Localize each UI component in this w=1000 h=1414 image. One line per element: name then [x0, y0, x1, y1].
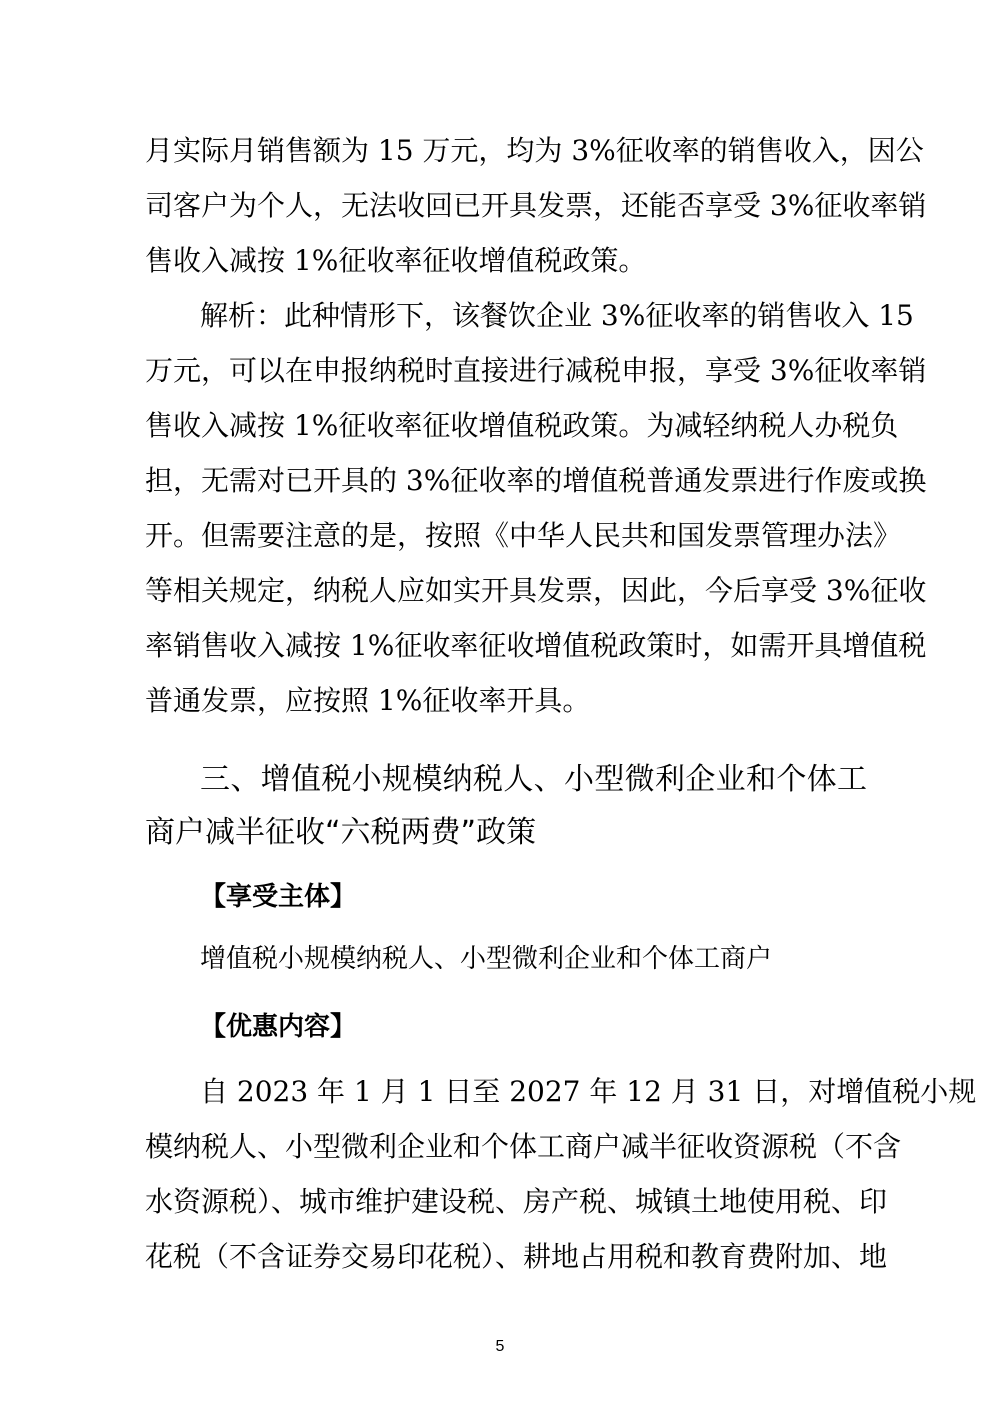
paragraph-2-line-3: 售收入减按 1%征收率征收增值税政策。为减轻纳税人办税负 [145, 409, 899, 442]
content-line-1: 自 2023 年 1 月 1 日至 2027 年 12 月 31 日，对增值税小规 [200, 1075, 977, 1108]
paragraph-1-line-2: 司客户为个人，无法收回已开具发票，还能否享受 3%征收率销 [145, 189, 927, 222]
section-3-heading-line-1: 三、增值税小规模纳税人、小型微利企业和个体工 [200, 762, 867, 797]
paragraph-1-line-1: 月实际月销售额为 15 万元，均为 3%征收率的销售收入，因公 [145, 134, 924, 167]
section-3-heading-line-2: 商户减半征收“六税两费”政策 [145, 815, 537, 850]
paragraph-2-line-7: 率销售收入减按 1%征收率征收增值税政策时，如需开具增值税 [145, 629, 927, 662]
content-line-3: 水资源税）、城市维护建设税、房产税、城镇土地使用税、印 [145, 1185, 888, 1218]
paragraph-2-line-6: 等相关规定，纳税人应如实开具发票，因此，今后享受 3%征收 [145, 574, 927, 607]
beneficiary-text: 增值税小规模纳税人、小型微利企业和个体工商户 [200, 944, 773, 974]
paragraph-1-line-3: 售收入减按 1%征收率征收增值税政策。 [145, 244, 647, 277]
content-line-2: 模纳税人、小型微利企业和个体工商户减半征收资源税（不含 [145, 1130, 902, 1163]
content-label: 【优惠内容】 [200, 1012, 357, 1042]
paragraph-2-line-4: 担，无需对已开具的 3%征收率的增值税普通发票进行作废或换 [145, 464, 927, 497]
paragraph-2-line-5: 开。但需要注意的是，按照《中华人民共和国发票管理办法》 [145, 519, 902, 552]
paragraph-2-line-2: 万元，可以在申报纳税时直接进行减税申报，享受 3%征收率销 [145, 354, 927, 387]
paragraph-2-line-1: 解析：此种情形下，该餐饮企业 3%征收率的销售收入 15 [200, 299, 914, 332]
page-number: 5 [495, 1338, 505, 1355]
content-line-4: 花税（不含证券交易印花税）、耕地占用税和教育费附加、地 [145, 1240, 888, 1273]
paragraph-2-line-8: 普通发票，应按照 1%征收率开具。 [145, 684, 591, 717]
beneficiary-label: 【享受主体】 [200, 882, 357, 912]
